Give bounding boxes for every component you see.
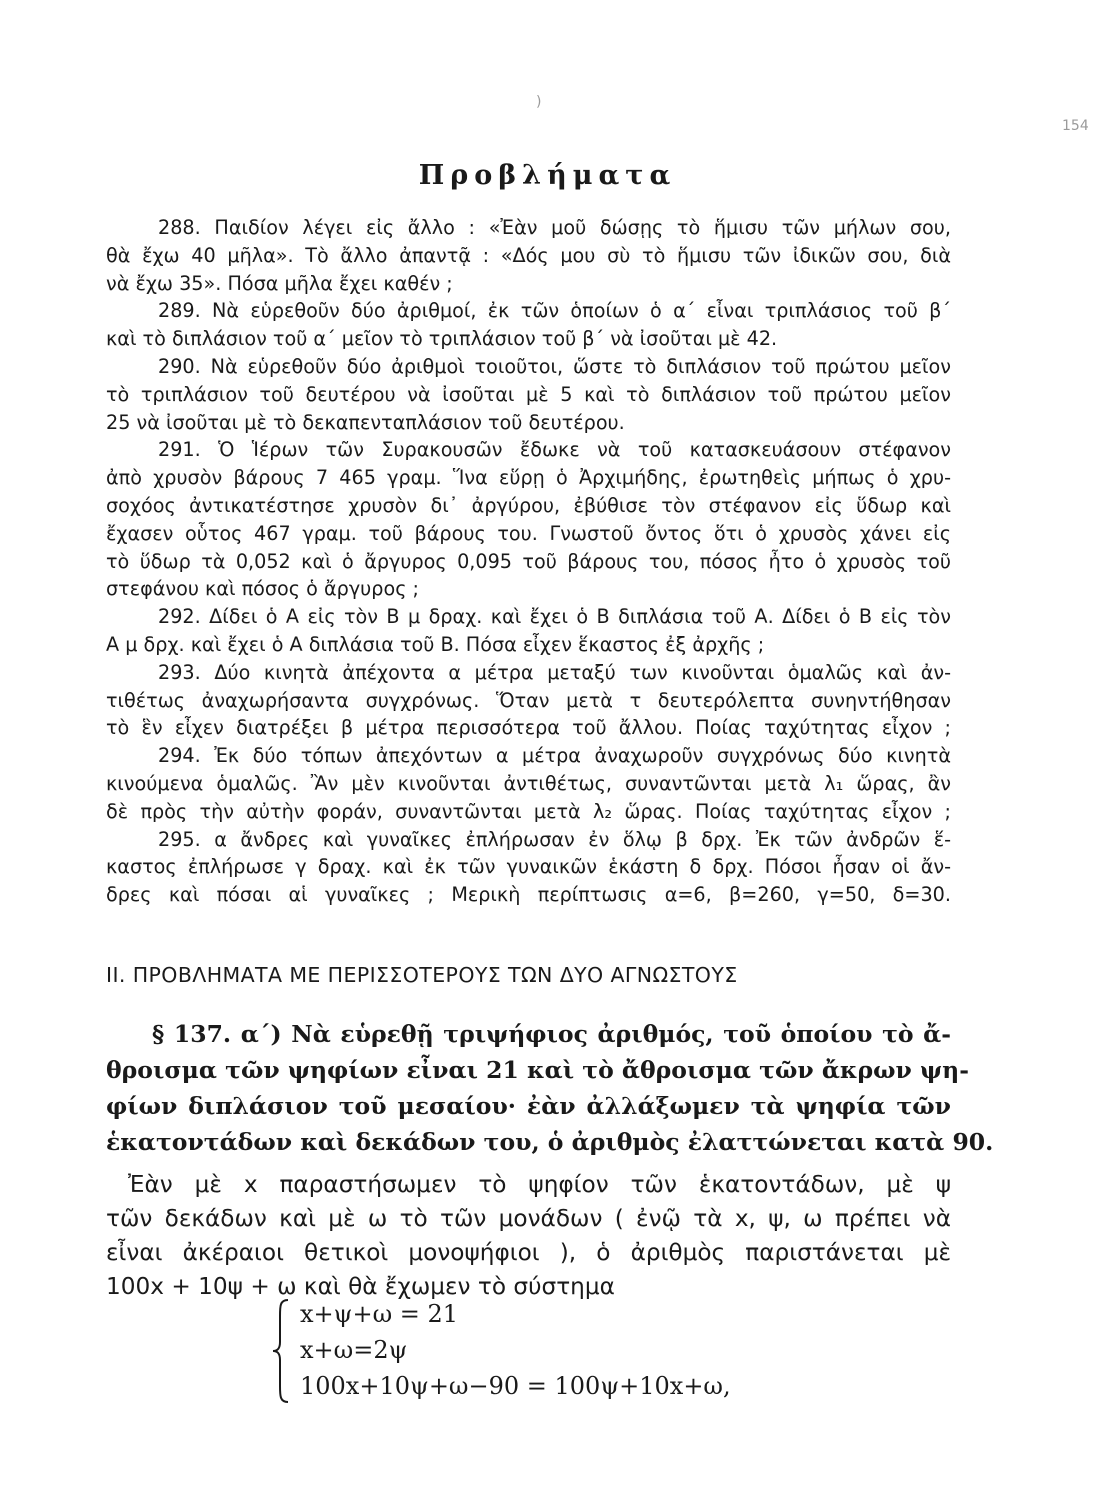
- solution-line: Ἐὰν μὲ x παραστήσωμεν τὸ ψηφίον τῶν ἑκατοντάδων, μὲ ψ: [128, 1171, 951, 1198]
- problem-line: Α μ δρχ. καὶ ἔχει ὁ Α διπλάσια τοῦ Β. Πόσα εἶχεν ἕκαστος ἐξ ἀρχῆς ;: [106, 633, 765, 656]
- problem-line: 291. Ὁ Ἱέρων τῶν Συρακουσῶν ἔδωκε νὰ τοῦ κατασκευάσουν στέφανον: [158, 438, 951, 462]
- theorem-line: φίων διπλάσιον τοῦ μεσαίου· ἐὰν ἀλλάξωμεν τὰ ψηφία τῶν: [106, 1092, 951, 1120]
- problem-line: δρες καὶ πόσαι αἱ γυναῖκες ; Μερικὴ περίπτωσις α=6, β=260, γ=50, δ=30.: [106, 883, 951, 907]
- problem-line: 294. Ἐκ δύο τόπων ἀπεχόντων α μέτρα ἀναχωροῦν συγχρόνως δύο κινητὰ: [158, 744, 951, 768]
- problem-line: τὸ ἓν εἶχεν διατρέξει β μέτρα περισσότερα τοῦ ἄλλου. Ποίας ταχύτητας εἶχον ;: [106, 716, 951, 740]
- problem-line: 292. Δίδει ὁ Α εἰς τὸν Β μ δραχ. καὶ ἔχει ὁ Β διπλάσια τοῦ Α. Δίδει ὁ Β εἰς τὸν: [158, 605, 951, 629]
- problem-line: 293. Δύο κινητὰ ἀπέχοντα α μέτρα μεταξύ των κινοῦνται ὁμαλῶς καὶ ἀν-: [158, 660, 951, 684]
- faint-mark: ): [536, 94, 542, 110]
- problem-line: τιθέτως ἀναχωρήσαντα συγχρόνως. Ὅταν μετὰ τ δευτερόλεπτα συνηντήθησαν: [106, 688, 951, 712]
- problem-line: τὸ τριπλάσιον τοῦ δευτέρου νὰ ἰσοῦται μὲ 5 καὶ τὸ διπλάσιον τοῦ πρώτου μεῖον: [106, 382, 951, 406]
- problem-line: 290. Νὰ εὑρεθοῦν δύο ἀριθμοὶ τοιοῦτοι, ὥστε τὸ διπλάσιον τοῦ πρώτου μεῖον: [158, 355, 951, 378]
- left-brace-icon: [272, 1298, 290, 1404]
- solution-line: τῶν δεκάδων καὶ μὲ ω τὸ τῶν μονάδων ( ἐνῷ τὰ x, ψ, ω πρέπει νὰ: [106, 1205, 951, 1232]
- solution-line: 100x + 10ψ + ω καὶ θὰ ἔχωμεν τὸ σύστημα: [106, 1273, 615, 1300]
- problem-line: δὲ πρὸς τὴν αὐτὴν φοράν, συναντῶνται μετὰ λ₂ ὥρας. Ποίας ταχύτητας εἶχον ;: [106, 799, 951, 823]
- solution-line: εἶναι ἀκέραιοι θετικοὶ μονοψήφιοι ), ὁ ἀριθμὸς παριστάνεται μὲ: [106, 1239, 951, 1266]
- theorem-line: ἑκατοντάδων καὶ δεκάδων του, ὁ ἀριθμὸς ἐλαττώνεται κατὰ 90.: [106, 1128, 994, 1156]
- theorem-line: θροισμα τῶν ψηφίων εἶναι 21 καὶ τὸ ἄθροισμα τῶν ἄκρων ψη-: [106, 1056, 969, 1084]
- equation-system: [272, 1298, 872, 1408]
- problem-line: σοχόος ἀντικατέστησε χρυσὸν δι᾽ ἀργύρου, ἐβύθισε τὸν στέφανον εἰς ὕδωρ καὶ: [106, 494, 951, 517]
- problem-line: κινούμενα ὁμαλῶς. Ἂν μὲν κινοῦνται ἀντιθέτως, συναντῶνται μετὰ λ₁ ὥρας, ἂν: [106, 772, 951, 795]
- problem-line: 289. Νὰ εὑρεθοῦν δύο ἀριθμοί, ἐκ τῶν ὁποίων ὁ α΄ εἶναι τριπλάσιος τοῦ β΄: [158, 299, 951, 323]
- equation-2: x+ω=2ψ: [300, 1336, 408, 1364]
- problem-line: καὶ τὸ διπλάσιον τοῦ α΄ μεῖον τὸ τριπλάσιον τοῦ β΄ νὰ ἰσοῦται μὲ 42.: [106, 327, 778, 351]
- problem-line: ἔχασεν οὗτος 467 γραμ. τοῦ βάρους του. Γνωστοῦ ὄντος ὅτι ὁ χρυσὸς χάνει εἰς: [106, 521, 951, 545]
- problem-line: καστος ἐπλήρωσε γ δραχ. καὶ ἐκ τῶν γυναικῶν ἑκάστη δ δρχ. Πόσοι ἦσαν οἱ ἄν-: [106, 855, 951, 879]
- problem-line: νὰ ἔχω 35». Πόσα μῆλα ἔχει καθέν ;: [106, 271, 453, 295]
- page-title: Προβλήματα: [418, 160, 677, 191]
- problem-line: 295. α ἄνδρες καὶ γυναῖκες ἐπλήρωσαν ἐν ὅλῳ β δρχ. Ἐκ τῶν ἀνδρῶν ἕ-: [158, 827, 951, 851]
- problem-line: τὸ ὕδωρ τὰ 0,052 καὶ ὁ ἄργυρος 0,095 τοῦ βάρους του, πόσος ἦτο ὁ χρυσὸς τοῦ: [106, 549, 951, 573]
- theorem-line: § 137. α΄) Νὰ εὑρεθῇ τριψήφιος ἀριθμός, τοῦ ὁποίου τὸ ἄ-: [152, 1020, 951, 1048]
- problem-line: ἀπὸ χρυσὸν βάρους 7 465 γραμ. Ἵνα εὕρῃ ὁ Ἀρχιμήδης, ἐρωτηθεὶς μήπως ὁ χρυ-: [106, 466, 951, 490]
- problem-line: θὰ ἔχω 40 μῆλα». Τὸ ἄλλο ἀπαντᾷ : «Δός μου σὺ τὸ ἥμισυ τῶν ἰδικῶν σου, διὰ: [106, 243, 951, 267]
- equation-3: 100x+10ψ+ω−90 = 100ψ+10x+ω,: [300, 1372, 731, 1400]
- problem-line: 25 νὰ ἰσοῦται μὲ τὸ δεκαπενταπλάσιον τοῦ δευτέρου.: [106, 410, 625, 434]
- equation-1: x+ψ+ω = 21: [300, 1300, 459, 1328]
- problem-line: 288. Παιδίον λέγει εἰς ἄλλο : «Ἐὰν μοῦ δώσῃς τὸ ἥμισυ τῶν μήλων σου,: [158, 216, 951, 239]
- page-number-bleed: 154: [1062, 118, 1089, 134]
- section-heading: ΙΙ. ΠΡΟΒΛΗΜΑΤΑ ΜΕ ΠΕΡΙΣΣΟΤΕΡΟΥΣ ΤΩΝ ΔΥΟ ΑΓΝΩΣΤΟΥΣ: [106, 963, 738, 987]
- problem-line: στεφάνου καὶ πόσος ὁ ἄργυρος ;: [106, 577, 420, 601]
